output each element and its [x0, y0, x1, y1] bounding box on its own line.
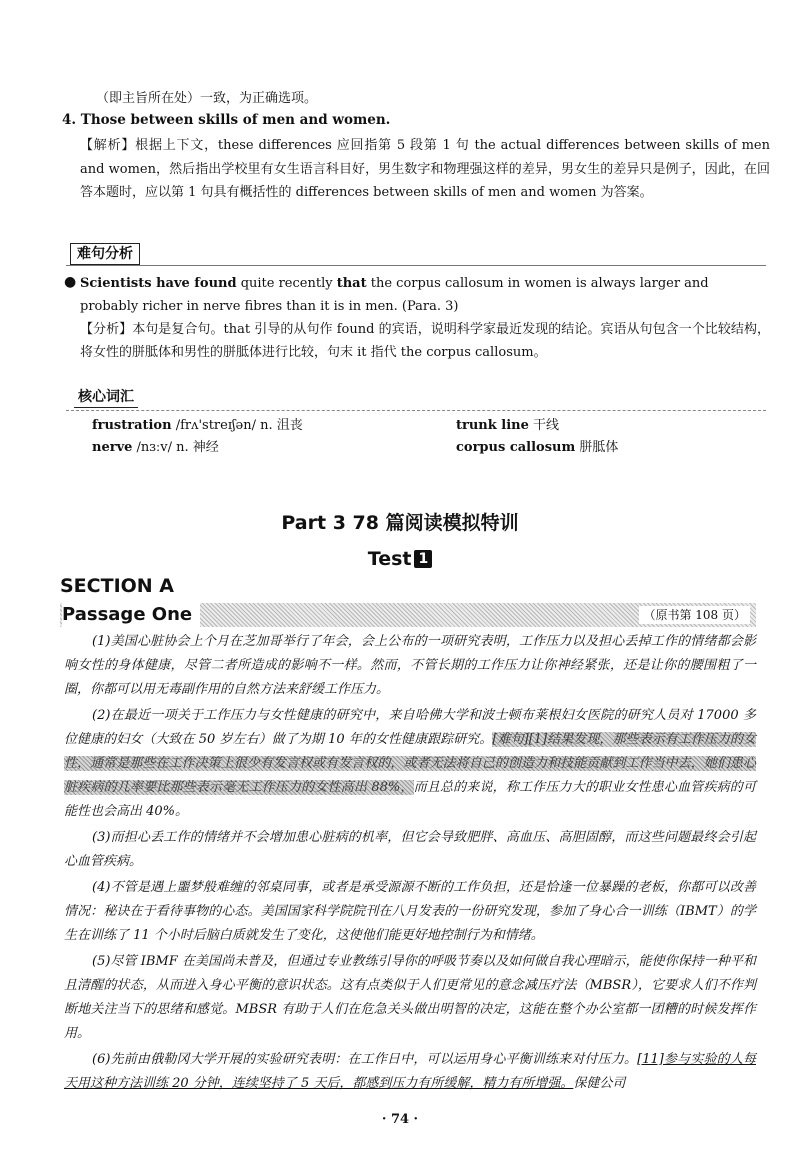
hard-sentence-text: [80, 272, 770, 318]
paragraph-4: (4)不管是遇上噩梦般难缠的邻桌同事，或者是承受源源不断的工作负担，还是恰逢一位暴躁的老板，你都可以改善情况：秘诀在于看待事物的心态。美国国家科学院院刊在八月发表的一份研究发现，参加了身心合一训练（IBMT）的学生在训练了 11 个小时后脑白质就发生了变化，这使他们能更好地控制行为和情绪。: [64, 880, 756, 943]
vocabulary-divider: [66, 410, 766, 411]
passage-page-ref: （原书第 108 页）: [639, 606, 750, 624]
vocabulary-label: 核心词汇: [74, 387, 138, 408]
passage-title: Passage One: [62, 603, 200, 627]
paragraph-6: (6)先前由俄勒冈大学开展的实验研究表明：在工作日中，可以运用身心平衡训练来对付压力。[11]参与实验的人每天用这种方法训练 20 分钟，连续坚持了 5 天后，都感到压力有所缓解，精力有所增强。保健公司: [64, 1052, 756, 1091]
question-4-title: 4. Those between skills of men and women.: [62, 112, 391, 128]
vocab-item: corpus callosum 胼胝体: [456, 440, 619, 455]
page-number: · 74 ·: [381, 1112, 419, 1127]
vocab-item: frustration /frʌ'streɪʃən/ n. 沮丧: [92, 418, 303, 433]
sentence-adverb: quite recently: [236, 276, 337, 291]
highlighted-hard-sentence: [难句][1]结果发现，那些表示有工作压力的女性，通常是那些在工作决策上很少有发言权或有发言权的，或者无法将自己的创造力和技能贡献到工作当中去，她们患心脏疾病的几率要比那些表示毫无工作压力的女性高出 88%，: [64, 732, 756, 795]
vocab-item: trunk line 干线: [456, 418, 560, 433]
part-title: Part 3 78 篇阅读模拟特训: [281, 512, 519, 534]
paragraph-1: (1)美国心脏协会上个月在芝加哥举行了年会，会上公布的一项研究表明，工作压力以及担心丢掉工作的情绪都会影响女性的身体健康，尽管二者所造成的影响不一样。然而，不管长期的工作压力让你神经紧张，还是让你的腰围粗了一圈，你都可以用无毒副作用的自然方法来舒缓工作压力。: [64, 634, 756, 697]
vocab-item: nerve /nɜːv/ n. 神经: [92, 440, 219, 455]
sentence-that: that: [336, 276, 367, 291]
test-title: Test 1: [0, 548, 800, 570]
underlined-sentence: [11]参与实验的人每天用这种方法训练 20 分钟，连续坚持了 5 天后，都感到压力有所缓解，精力有所增强。: [64, 1052, 756, 1091]
section-divider: [66, 265, 766, 266]
test-number-badge: 1: [414, 550, 432, 568]
sentence-subject: Scientists: [80, 276, 157, 291]
bullet-icon: ●: [64, 274, 77, 290]
hard-sentence-analysis: 【分析】本句是复合句。that 引导的从句作 found 的宾语，说明科学家最近发现的结论。宾语从句包含一个比较结构，将女性的胼胝体和男性的胼胝体进行比较，句末 it 指代 the corpus callosum。: [80, 322, 770, 360]
answer-continuation: （即主旨所在处）一致，为正确选项。: [96, 91, 318, 106]
paragraph-2: (2)在最近一项关于工作压力与女性健康的研究中，来自哈佛大学和波士顿布莱根妇女医院的研究人员对 17000 多位健康的妇女（大致在 50 岁左右）做了为期 10 年的女性健康跟踪研究。[难句][1]结果发现，那些表示有工作压力的女性，通常是那些在工作决策上很少有发言权或有发言权的，或者无法将自己的创造力和技能贡献到工作当中去，她们患心脏疾病的几率要比那些表示毫无工作压力的女性高出 88%，而且总的来说，称工作压力大的职业女性患心血管疾病的可能性也会高出 40%。: [64, 708, 756, 819]
sentence-verb: have found: [156, 276, 237, 291]
hard-sentence-label: 难句分析: [70, 243, 140, 265]
paragraph-5: (5)尽管 IBMF 在美国尚未普及，但通过专业教练引导你的呼吸节奏以及如何做自我心理暗示，能使你保持一种平和且清醒的状态，从而进入身心平衡的意识状态。这有点类似于人们更常见的意念减压疗法（MBSR），它要求人们不作判断地关注当下的思绪和感觉。MBSR 有助于人们在危急关头做出明智的决定，这能在整个办公室都一团糟的时候发挥作用。: [64, 954, 756, 1041]
paragraph-3: (3)而担心丢工作的情绪并不会增加患心脏病的机率，但它会导致肥胖、高血压、高胆固醇，而这些问题最终会引起心血管疾病。: [64, 830, 756, 869]
question-4-analysis: 【解析】根据上下文，these differences 应回指第 5 段第 1 句 the actual differences between skills of men and women，然后指出学校里有女生语言科目好，男生数字和物理强这样的差异，男女生的差异只是例子，因此，在回答本题时，应以第 1 句具有概括性的 differences between skills of men and women 为答案。: [80, 138, 770, 200]
sentence-clause: the corpus callosum in women is always larger and probably richer in nerve fibres than it is in men. (Para. 3): [80, 276, 709, 314]
passage-body: [64, 630, 756, 1098]
section-title: SECTION A: [60, 575, 175, 597]
